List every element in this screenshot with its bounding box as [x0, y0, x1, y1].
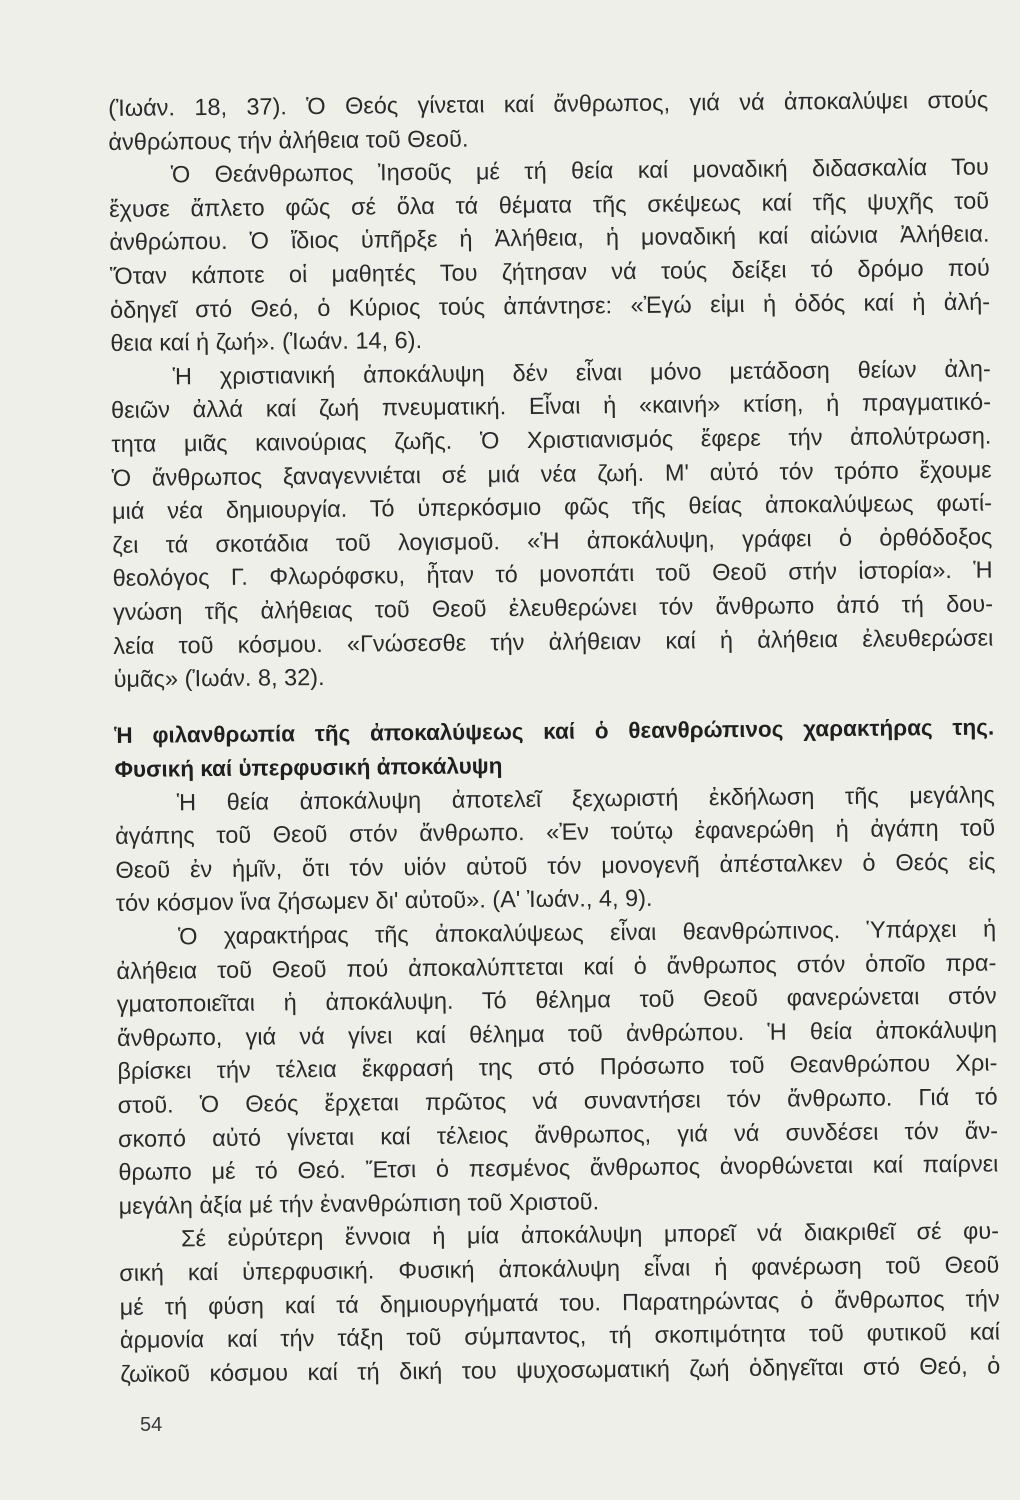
- text-line: θειῶν ἀλλά καί ζωή πνευματική. Εἶναι ἡ «καινή» κτίση, ἡ πραγματικό-: [110, 388, 992, 424]
- text-line: Ἡ θεία ἀποκάλυψη ἀποτελεῖ ξεχωριστή ἐκδήλωση τῆς μεγάλης: [176, 781, 995, 816]
- text-line: μέ τή φύση καί τά δημιουργήματά του. Παρατηρώντας ὁ ἄνθρωπος τήν: [119, 1285, 1000, 1320]
- page-body: [108, 84, 1000, 1392]
- paragraph: [115, 778, 996, 921]
- paragraph: [109, 151, 991, 361]
- section-heading-line: Ἡ φιλανθρωπία τῆς ἀποκαλύψεως καί ὁ θεανθρώπινος χαρακτήρας της.: [114, 714, 995, 748]
- paragraph: [108, 84, 989, 160]
- text-line: Σέ εὐρύτερη ἔννοια ἡ μία ἀποκάλυψη μπορεῖ νά διακριθεῖ σέ φυ-: [180, 1217, 1000, 1252]
- text-line: σική καί ὑπερφυσική. Φυσική ἀποκάλυψη εἶναι ἡ φανέρωση τοῦ Θεοῦ: [119, 1251, 1000, 1286]
- text-line: ζει τά σκοτάδια τοῦ λογισμοῦ. «Ἡ ἀποκάλυψη, γράφει ὁ ὀρθόδοξος: [112, 523, 993, 558]
- text-line: ἀγάπης τοῦ Θεοῦ στόν ἄνθρωπο. «Ἐν τούτῳ ἐφανερώθη ἡ ἀγάπη τοῦ: [115, 814, 996, 850]
- text-line: τόν κόσμον ἵνα ζήσωμεν δι' αὐτοῦ». (Α' Ἰωάν., 4, 9).: [115, 885, 653, 917]
- text-line: Ὁ Θεάνθρωπος Ἰησοῦς μέ τή θεία καί μοναδική διδασκαλία Του: [170, 153, 989, 188]
- text-line: θρωπο μέ τό Θεό. Ἔτσι ὁ πεσμένος ἄνθρωπος ἀνορθώνεται καί παίρνει: [118, 1150, 999, 1186]
- text-line: σκοπό αὐτό γίνεται καί τέλειος ἄνθρωπος, γιά νά συνδέσει τόν ἄν-: [117, 1117, 999, 1152]
- text-line: γνώση τῆς ἀλήθειας τοῦ Θεοῦ ἐλευθερώνει τόν ἄνθρωπο ἀπό τή δου-: [112, 590, 994, 625]
- text-line: ἁρμονία καί τήν τάξη τοῦ σύμπαντος, τή σκοπιμότητα τοῦ φυτικοῦ καί: [119, 1318, 1001, 1354]
- text-line: Ὁ ἄνθρωπος ξαναγεννιέται σέ μιά νέα ζωή. Μ' αὐτό τόν τρόπο ἔχουμε: [111, 456, 992, 491]
- text-line: λεία τοῦ κόσμου. «Γνώσεσθε τήν ἀλήθειαν καί ἡ ἀλήθεια ἐλευθερώσει: [113, 624, 994, 659]
- text-line: ἄνθρωπο, γιά νά γίνει καί θέλημα τοῦ ἀνθρώπου. Ἡ θεία ἀποκάλυψη: [116, 1016, 998, 1051]
- page-number: 54: [140, 1414, 163, 1436]
- text-line: μιά νέα δημιουργία. Τό ὑπερκόσμιο φῶς τῆς θείας ἀποκαλύψεως φωτί-: [111, 489, 993, 525]
- text-line: ἔχυσε ἄπλετο φῶς σέ ὅλα τά θέματα τῆς σκέψεως καί τῆς ψυχῆς τοῦ: [108, 187, 990, 222]
- text-line: ἀλήθεια τοῦ Θεοῦ πού ἀποκαλύπτεται καί ὁ ἄνθρωπος στόν ὁποῖο πρα-: [116, 949, 997, 984]
- text-line: ὁδηγεῖ στό Θεό, ὁ Κύριος τούς ἀπάντησε: «Ἐγώ εἰμι ἡ ὁδός καί ἡ ἀλή-: [109, 288, 991, 323]
- paragraph: [119, 1215, 1001, 1391]
- text-line: βρίσκει τήν τέλεια ἔκφρασή της στό Πρόσωπο τοῦ Θεανθρώπου Χρι-: [117, 1049, 998, 1085]
- text-line: Ἡ χριστιανική ἀποκάλυψη δέν εἶναι μόνο μετάδοση θείων ἀλη-: [172, 355, 991, 390]
- text-line: τητα μιᾶς καινούριας ζωῆς. Ὁ Χριστιανισμός ἔφερε τήν ἀπολύτρωση.: [111, 422, 992, 457]
- section-heading: [114, 710, 995, 786]
- paragraph: [111, 352, 994, 696]
- text-line: θεια καί ἡ ζωή». (Ἰωάν. 14, 6).: [110, 327, 423, 357]
- text-line: θεολόγος Γ. Φλωρόφσκυ, ἦταν τό μονοπάτι τοῦ Θεοῦ στήν ἱστορία». Ἡ: [112, 556, 993, 592]
- text-line: γματοποιεῖται ἡ ἀποκάλυψη. Τό θέλημα τοῦ Θεοῦ φανερώνεται στόν: [116, 982, 997, 1018]
- text-line: στοῦ. Ὁ Θεός ἔρχεται πρῶτος νά συναντήσει τόν ἄνθρωπο. Γιά τό: [117, 1083, 998, 1118]
- paragraph: [116, 913, 999, 1224]
- section-heading-line: Φυσική καί ὑπερφυσική ἀποκάλυψη: [114, 752, 503, 782]
- text-line: μεγάλη ἀξία μέ τήν ἐνανθρώπιση τοῦ Χριστοῦ.: [118, 1188, 600, 1219]
- text-line: (Ἰωάν. 18, 37). Ὁ Θεός γίνεται καί ἄνθρωπος, γιά νά ἀποκαλύψει στούς: [108, 86, 989, 121]
- text-line: ἀνθρώπου. Ὁ ἴδιος ὑπῆρξε ἡ Ἀλήθεια, ἡ μοναδική καί αἰώνια Ἀλήθεια.: [109, 220, 990, 256]
- text-line: ἀνθρώπους τήν ἀλήθεια τοῦ Θεοῦ.: [108, 125, 469, 155]
- text-line: Ὅταν κάποτε οἱ μαθητές Του ζήτησαν νά τούς δείξει τό δρόμο πού: [109, 254, 990, 289]
- text-line: ὑμᾶς» (Ἰωάν. 8, 32).: [113, 664, 325, 693]
- text-line: ζωϊκοῦ κόσμου καί τή δική του ψυχοσωματική ζωή ὁδηγεῖται στό Θεό, ὁ: [120, 1352, 1001, 1387]
- text-line: Ὁ χαρακτήρας τῆς ἀποκαλύψεως εἶναι θεανθρώπινος. Ὑπάρχει ἡ: [177, 915, 997, 950]
- text-line: Θεοῦ ἐν ἡμῖν, ὅτι τόν υἱόν αὐτοῦ τόν μονογενῆ ἀπέσταλκεν ὁ Θεός εἰς: [115, 848, 996, 883]
